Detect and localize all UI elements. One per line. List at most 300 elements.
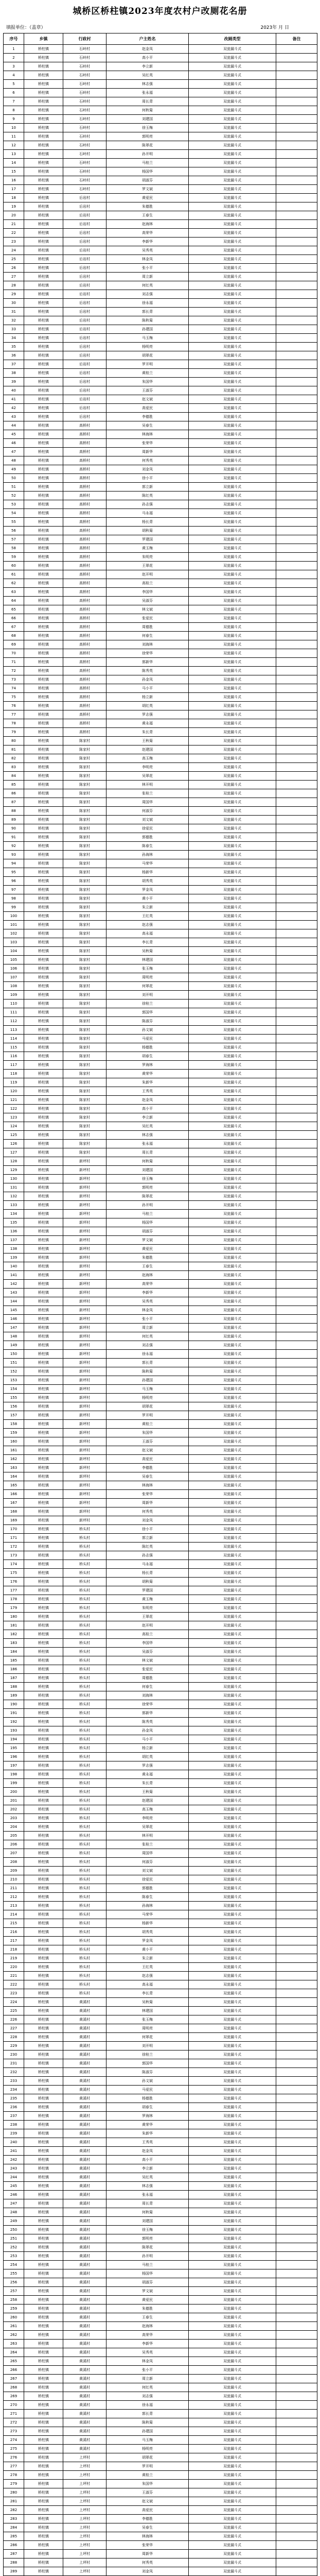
- cell-index: 224: [4, 1998, 24, 2007]
- table-row: [4, 2550, 317, 2558]
- cell-type: 双瓮漏斗式: [189, 527, 276, 535]
- cell-village: 高桥村: [63, 719, 106, 728]
- cell-owner: 张荣华: [106, 1490, 189, 1499]
- cell-village: 新坪村: [63, 1341, 106, 1350]
- cell-owner: 陈翠花: [106, 141, 189, 150]
- cell-town: 桥柱镇: [24, 1945, 63, 1954]
- cell-index: 118: [4, 1070, 24, 1078]
- cell-type: 双瓮漏斗式: [189, 273, 276, 281]
- cell-village: 黄溪村: [63, 2050, 106, 2059]
- cell-type: 双瓮漏斗式: [189, 1840, 276, 1849]
- table-row: [4, 1201, 317, 1210]
- table-row: [4, 1674, 317, 1683]
- cell-remark: [276, 194, 317, 202]
- cell-town: 桥柱镇: [24, 1744, 63, 1753]
- cell-index: 211: [4, 1884, 24, 1893]
- cell-remark: [276, 1770, 317, 1779]
- cell-remark: [276, 798, 317, 807]
- cell-village: 桥头村: [63, 1560, 106, 1569]
- cell-remark: [276, 570, 317, 579]
- table-row: [4, 842, 317, 851]
- cell-remark: [276, 2480, 317, 2488]
- cell-type: 双瓮漏斗式: [189, 1989, 276, 1998]
- cell-village: 高桥村: [63, 456, 106, 465]
- table-row: [4, 1884, 317, 1893]
- cell-town: 桥柱镇: [24, 2094, 63, 2103]
- cell-town: 桥柱镇: [24, 2541, 63, 2550]
- cell-index: 115: [4, 1043, 24, 1052]
- cell-village: 黄溪村: [63, 2366, 106, 2375]
- cell-owner: 赵开明: [106, 570, 189, 579]
- cell-owner: 赵建国: [106, 745, 189, 754]
- cell-village: 石岭村: [63, 176, 106, 185]
- cell-index: 32: [4, 316, 24, 325]
- cell-remark: [276, 176, 317, 185]
- cell-remark: [276, 1937, 317, 1945]
- cell-town: 桥柱镇: [24, 938, 63, 947]
- cell-index: 260: [4, 2313, 24, 2322]
- cell-index: 176: [4, 1578, 24, 1586]
- cell-owner: 李明亮: [106, 763, 189, 772]
- cell-type: 双瓮漏斗式: [189, 1770, 276, 1779]
- cell-town: 桥柱镇: [24, 2436, 63, 2445]
- cell-owner: 刘建国: [106, 1166, 189, 1175]
- table-row: [4, 1140, 317, 1148]
- cell-index: 95: [4, 868, 24, 877]
- cell-remark: [276, 150, 317, 159]
- cell-village: 黄溪村: [63, 2094, 106, 2103]
- cell-town: 桥柱镇: [24, 2217, 63, 2226]
- cell-owner: 胡淑芬: [106, 2278, 189, 2287]
- cell-owner: 马永福: [106, 1560, 189, 1569]
- cell-owner: 刘金凤: [106, 1516, 189, 1525]
- document-title: 城桥区桥柱镇2023年度农村户改厕花名册: [73, 6, 247, 16]
- cell-village: 新坪村: [63, 1245, 106, 1253]
- cell-town: 桥柱镇: [24, 2050, 63, 2059]
- cell-village: 后岩村: [63, 255, 106, 264]
- cell-index: 254: [4, 2261, 24, 2269]
- cell-type: 双瓮漏斗式: [189, 964, 276, 973]
- cell-owner: 刘海林: [106, 640, 189, 649]
- cell-remark: [276, 518, 317, 527]
- cell-town: 桥柱镇: [24, 1236, 63, 1245]
- cell-type: 双瓮漏斗式: [189, 1227, 276, 1236]
- cell-remark: [276, 1245, 317, 1253]
- cell-index: 49: [4, 465, 24, 474]
- table-row: [4, 159, 317, 167]
- cell-owner: 郭德胜: [106, 833, 189, 842]
- cell-type: 双瓮漏斗式: [189, 448, 276, 456]
- cell-remark: [276, 2050, 317, 2059]
- table-row: [4, 378, 317, 386]
- cell-index: 251: [4, 2234, 24, 2243]
- cell-type: 双瓮漏斗式: [189, 1884, 276, 1893]
- table-row: [4, 2173, 317, 2182]
- table-row: [4, 229, 317, 238]
- cell-town: 桥柱镇: [24, 1691, 63, 1700]
- cell-remark: [276, 1832, 317, 1840]
- cell-town: 桥柱镇: [24, 562, 63, 570]
- cell-type: 双瓮漏斗式: [189, 710, 276, 719]
- cell-town: 桥柱镇: [24, 623, 63, 632]
- cell-town: 桥柱镇: [24, 2007, 63, 2015]
- cell-town: 桥柱镇: [24, 2497, 63, 2506]
- cell-type: 双瓮漏斗式: [189, 2199, 276, 2208]
- cell-type: 双瓮漏斗式: [189, 1096, 276, 1105]
- cell-village: 新坪村: [63, 1324, 106, 1332]
- cell-remark: [276, 745, 317, 754]
- cell-index: 8: [4, 106, 24, 115]
- cell-town: 桥柱镇: [24, 605, 63, 614]
- cell-owner: 李长青: [106, 938, 189, 947]
- cell-index: 131: [4, 1183, 24, 1192]
- cell-town: 桥柱镇: [24, 1499, 63, 1507]
- cell-owner: 黄玉梅: [106, 1595, 189, 1604]
- cell-index: 265: [4, 2357, 24, 2366]
- cell-town: 桥柱镇: [24, 903, 63, 912]
- cell-owner: 王淑芬: [106, 2488, 189, 2497]
- cell-owner: 吴秀英: [106, 1297, 189, 1306]
- cell-type: 双瓮漏斗式: [189, 1849, 276, 1858]
- cell-remark: [276, 1289, 317, 1297]
- table-row: [4, 2226, 317, 2234]
- cell-town: 桥柱镇: [24, 1078, 63, 1087]
- table-row: [4, 492, 317, 500]
- cell-index: 87: [4, 798, 24, 807]
- cell-type: 双瓮漏斗式: [189, 2042, 276, 2050]
- cell-type: 双瓮漏斗式: [189, 185, 276, 194]
- cell-owner: 杨德胜: [106, 2094, 189, 2103]
- cell-town: 桥柱镇: [24, 2506, 63, 2515]
- table-row: [4, 859, 317, 868]
- cell-town: 桥柱镇: [24, 1096, 63, 1105]
- cell-type: 双瓮漏斗式: [189, 351, 276, 360]
- cell-village: 新坪村: [63, 1192, 106, 1201]
- cell-village: 黄溪村: [63, 2129, 106, 2138]
- cell-type: 双瓮漏斗式: [189, 2357, 276, 2366]
- cell-town: 桥柱镇: [24, 1446, 63, 1455]
- cell-owner: 郭立新: [106, 1534, 189, 1543]
- cell-owner: 何秋菊: [106, 2208, 189, 2217]
- cell-owner: 周立新: [106, 2375, 189, 2383]
- cell-village: 新坪村: [63, 1385, 106, 1394]
- cell-town: 桥柱镇: [24, 991, 63, 999]
- cell-index: 41: [4, 395, 24, 404]
- cell-owner: 李新华: [106, 238, 189, 246]
- cell-index: 180: [4, 1613, 24, 1621]
- cell-index: 274: [4, 2436, 24, 2445]
- cell-type: 双瓮漏斗式: [189, 1656, 276, 1665]
- table-row: [4, 1324, 317, 1332]
- cell-owner: 孙建国: [106, 2427, 189, 2436]
- cell-town: 桥柱镇: [24, 1726, 63, 1735]
- cell-remark: [276, 378, 317, 386]
- table-row: [4, 483, 317, 492]
- table-row: [4, 1499, 317, 1507]
- cell-remark: [276, 1507, 317, 1516]
- cell-remark: [276, 562, 317, 570]
- cell-index: 107: [4, 973, 24, 982]
- table-row: [4, 1148, 317, 1157]
- cell-town: 桥柱镇: [24, 1998, 63, 2007]
- cell-owner: 林海林: [106, 2532, 189, 2541]
- cell-remark: [276, 1175, 317, 1183]
- cell-village: 桥头村: [63, 1761, 106, 1770]
- table-row: [4, 1367, 317, 1376]
- cell-type: 双瓮漏斗式: [189, 1236, 276, 1245]
- cell-type: 双瓮漏斗式: [189, 1122, 276, 1131]
- cell-town: 桥柱镇: [24, 2164, 63, 2173]
- cell-village: 上坪村: [63, 2480, 106, 2488]
- cell-owner: 马爱民: [106, 2086, 189, 2094]
- table-row: [4, 1507, 317, 1516]
- cell-town: 桥柱镇: [24, 360, 63, 369]
- cell-owner: 徐爱民: [106, 824, 189, 833]
- cell-index: 238: [4, 2121, 24, 2129]
- cell-index: 46: [4, 439, 24, 448]
- table-row: [4, 1691, 317, 1700]
- table-row: [4, 500, 317, 509]
- cell-village: 黄溪村: [63, 2278, 106, 2287]
- cell-remark: [276, 2558, 317, 2567]
- cell-index: 140: [4, 1262, 24, 1271]
- cell-type: 双瓮漏斗式: [189, 1429, 276, 1437]
- cell-type: 双瓮漏斗式: [189, 421, 276, 430]
- cell-town: 桥柱镇: [24, 921, 63, 929]
- cell-remark: [276, 675, 317, 684]
- table-row: [4, 465, 317, 474]
- cell-index: 153: [4, 1376, 24, 1385]
- cell-owner: 王春生: [106, 2313, 189, 2322]
- cell-type: 双瓮漏斗式: [189, 921, 276, 929]
- cell-town: 桥柱镇: [24, 535, 63, 544]
- cell-town: 桥柱镇: [24, 2129, 63, 2138]
- table-row: [4, 710, 317, 719]
- table-row: [4, 763, 317, 772]
- cell-remark: [276, 1113, 317, 1122]
- table-row: [4, 2427, 317, 2436]
- cell-type: 双瓮漏斗式: [189, 308, 276, 316]
- cell-owner: 胡淑芬: [106, 1227, 189, 1236]
- cell-remark: [276, 80, 317, 89]
- cell-town: 桥柱镇: [24, 62, 63, 71]
- cell-type: 双瓮漏斗式: [189, 509, 276, 518]
- cell-index: 182: [4, 1630, 24, 1639]
- cell-town: 桥柱镇: [24, 2427, 63, 2436]
- cell-index: 120: [4, 1087, 24, 1096]
- cell-village: 陈家村: [63, 1061, 106, 1070]
- cell-town: 桥柱镇: [24, 1919, 63, 1928]
- cell-village: 陈家村: [63, 1043, 106, 1052]
- cell-village: 陈家村: [63, 798, 106, 807]
- cell-village: 新坪村: [63, 1472, 106, 1481]
- cell-village: 石岭村: [63, 62, 106, 71]
- cell-index: 82: [4, 754, 24, 763]
- cell-remark: [276, 2445, 317, 2453]
- cell-town: 桥柱镇: [24, 2375, 63, 2383]
- cell-owner: 马小平: [106, 1735, 189, 1744]
- cell-owner: 孙海林: [106, 1902, 189, 1910]
- cell-village: 桥头村: [63, 1849, 106, 1858]
- cell-town: 桥柱镇: [24, 290, 63, 299]
- column-header-village: 行政村: [63, 33, 106, 45]
- table-row: [4, 1402, 317, 1411]
- table-row: [4, 238, 317, 246]
- cell-index: 3: [4, 62, 24, 71]
- cell-remark: [276, 2173, 317, 2182]
- cell-village: 桥头村: [63, 1980, 106, 1989]
- cell-owner: 何淑芬: [106, 1858, 189, 1867]
- cell-index: 196: [4, 1753, 24, 1761]
- cell-owner: 周国华: [106, 1849, 189, 1858]
- cell-owner: 周新华: [106, 2550, 189, 2558]
- cell-town: 桥柱镇: [24, 2042, 63, 2050]
- cell-index: 163: [4, 1464, 24, 1472]
- cell-village: 陈家村: [63, 1148, 106, 1157]
- cell-town: 桥柱镇: [24, 2068, 63, 2077]
- cell-type: 双瓮漏斗式: [189, 159, 276, 167]
- cell-town: 桥柱镇: [24, 2269, 63, 2278]
- cell-village: 桥头村: [63, 1665, 106, 1674]
- cell-type: 双瓮漏斗式: [189, 2436, 276, 2445]
- cell-owner: 张小平: [106, 264, 189, 273]
- cell-village: 黄溪村: [63, 2348, 106, 2357]
- cell-remark: [276, 1604, 317, 1613]
- cell-town: 桥柱镇: [24, 211, 63, 220]
- cell-owner: 刘志强: [106, 1341, 189, 1350]
- cell-index: 200: [4, 1788, 24, 1797]
- cell-index: 75: [4, 693, 24, 702]
- cell-index: 209: [4, 1867, 24, 1875]
- table-row: [4, 1709, 317, 1718]
- cell-owner: 马桂兰: [106, 2261, 189, 2269]
- cell-village: 黄溪村: [63, 2199, 106, 2208]
- cell-owner: 杨明亮: [106, 1394, 189, 1402]
- cell-town: 桥柱镇: [24, 2357, 63, 2366]
- cell-town: 桥柱镇: [24, 2208, 63, 2217]
- cell-town: 桥柱镇: [24, 1437, 63, 1446]
- cell-owner: 刘金凤: [106, 465, 189, 474]
- cell-town: 桥柱镇: [24, 1849, 63, 1858]
- cell-index: 28: [4, 281, 24, 290]
- cell-remark: [276, 710, 317, 719]
- cell-type: 双瓮漏斗式: [189, 238, 276, 246]
- cell-owner: 张玉梅: [106, 964, 189, 973]
- cell-owner: 罗文斌: [106, 2287, 189, 2296]
- cell-village: 陈家村: [63, 1096, 106, 1105]
- cell-town: 桥柱镇: [24, 1621, 63, 1630]
- cell-owner: 何春生: [106, 632, 189, 640]
- cell-village: 陈家村: [63, 1078, 106, 1087]
- cell-town: 桥柱镇: [24, 2199, 63, 2208]
- cell-type: 双瓮漏斗式: [189, 2217, 276, 2226]
- cell-village: 新坪村: [63, 1376, 106, 1385]
- cell-town: 桥柱镇: [24, 868, 63, 877]
- cell-index: 83: [4, 763, 24, 772]
- cell-type: 双瓮漏斗式: [189, 2007, 276, 2015]
- cell-town: 桥柱镇: [24, 1551, 63, 1560]
- cell-index: 217: [4, 1937, 24, 1945]
- cell-index: 229: [4, 2042, 24, 2050]
- cell-remark: [276, 492, 317, 500]
- cell-type: 双瓮漏斗式: [189, 1402, 276, 1411]
- cell-remark: [276, 2304, 317, 2313]
- cell-town: 桥柱镇: [24, 1648, 63, 1656]
- cell-village: 后岩村: [63, 360, 106, 369]
- cell-index: 204: [4, 1823, 24, 1832]
- cell-type: 双瓮漏斗式: [189, 1761, 276, 1770]
- cell-owner: 王春生: [106, 211, 189, 220]
- cell-owner: 高爱民: [106, 1455, 189, 1464]
- cell-owner: 杨国华: [106, 2269, 189, 2278]
- cell-type: 双瓮漏斗式: [189, 1832, 276, 1840]
- cell-type: 双瓮漏斗式: [189, 2243, 276, 2252]
- cell-owner: 孙建国: [106, 1376, 189, 1385]
- cell-index: 99: [4, 903, 24, 912]
- cell-type: 双瓮漏斗式: [189, 781, 276, 789]
- cell-village: 后岩村: [63, 404, 106, 413]
- table-row: [4, 1175, 317, 1183]
- cell-type: 双瓮漏斗式: [189, 938, 276, 947]
- table-row: [4, 1017, 317, 1026]
- cell-remark: [276, 1709, 317, 1718]
- cell-index: 81: [4, 745, 24, 754]
- cell-index: 247: [4, 2199, 24, 2208]
- cell-index: 280: [4, 2488, 24, 2497]
- cell-index: 193: [4, 1726, 24, 1735]
- cell-town: 桥柱镇: [24, 2086, 63, 2094]
- cell-town: 桥柱镇: [24, 2515, 63, 2523]
- cell-village: 桥头村: [63, 1639, 106, 1648]
- table-row: [4, 360, 317, 369]
- cell-type: 双瓮漏斗式: [189, 474, 276, 483]
- cell-type: 双瓮漏斗式: [189, 1726, 276, 1735]
- cell-type: 双瓮漏斗式: [189, 605, 276, 614]
- cell-town: 桥柱镇: [24, 334, 63, 343]
- cell-type: 双瓮漏斗式: [189, 1420, 276, 1429]
- cell-type: 双瓮漏斗式: [189, 2226, 276, 2234]
- table-row: [4, 1078, 317, 1087]
- cell-type: 双瓮漏斗式: [189, 2129, 276, 2138]
- cell-type: 双瓮漏斗式: [189, 1525, 276, 1534]
- table-row: [4, 614, 317, 623]
- cell-remark: [276, 894, 317, 903]
- table-row: [4, 1805, 317, 1814]
- cell-owner: 胡翠花: [106, 351, 189, 360]
- cell-index: 235: [4, 2094, 24, 2103]
- cell-town: 桥柱镇: [24, 220, 63, 229]
- cell-remark: [276, 1779, 317, 1788]
- cell-index: 155: [4, 1394, 24, 1402]
- cell-remark: [276, 1017, 317, 1026]
- cell-village: 黄溪村: [63, 2436, 106, 2445]
- cell-type: 双瓮漏斗式: [189, 702, 276, 710]
- table-row: [4, 1192, 317, 1201]
- cell-owner: 杨新华: [106, 868, 189, 877]
- cell-index: 104: [4, 947, 24, 956]
- cell-town: 桥柱镇: [24, 2059, 63, 2068]
- cell-owner: 刘开明: [106, 991, 189, 999]
- cell-remark: [276, 1700, 317, 1709]
- cell-owner: 周明亮: [106, 2024, 189, 2033]
- cell-town: 桥柱镇: [24, 2261, 63, 2269]
- cell-remark: [276, 45, 317, 54]
- cell-index: 269: [4, 2392, 24, 2401]
- cell-owner: 孙开明: [106, 150, 189, 159]
- cell-village: 黄溪村: [63, 2077, 106, 2086]
- cell-owner: 何秀英: [106, 2558, 189, 2567]
- cell-remark: [276, 1394, 317, 1402]
